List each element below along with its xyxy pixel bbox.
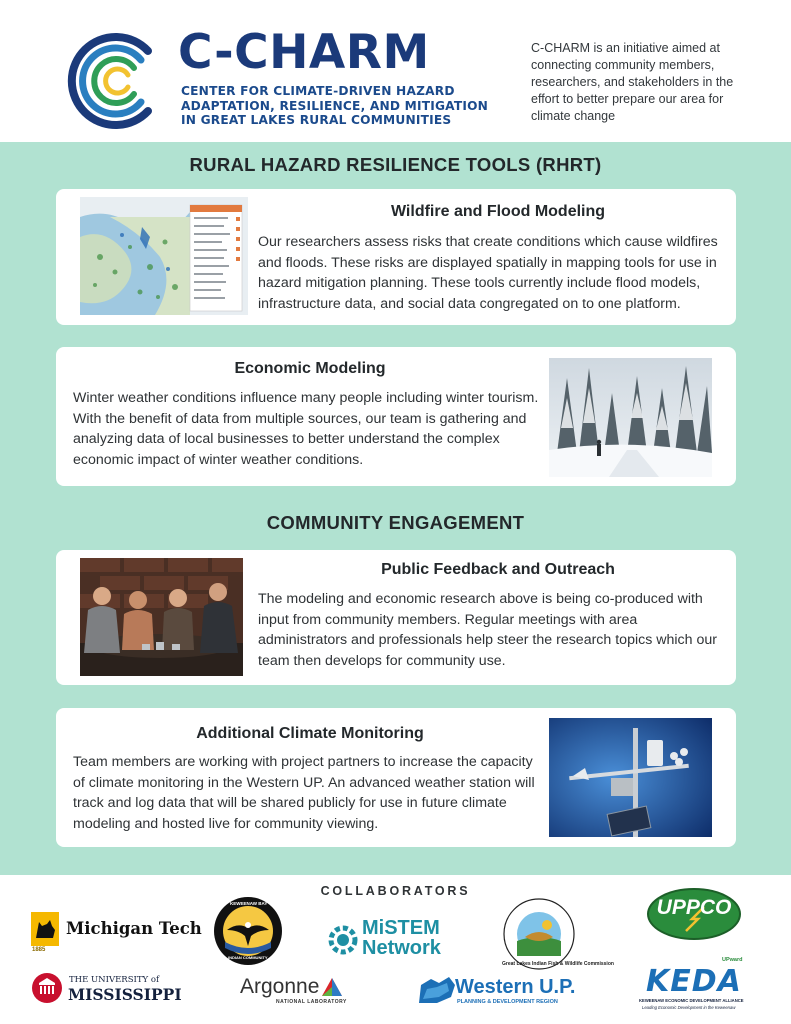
michigan-tech-logo — [31, 912, 202, 953]
argonne-triangle-icon — [321, 977, 343, 997]
brand-subtitle — [181, 84, 488, 128]
feedback-card — [56, 550, 736, 685]
argonne-line-2: NATIONAL LABORATORY — [276, 999, 347, 1005]
keweenaw-bay-top-text: KEWEENAW BAY — [230, 901, 268, 906]
brand-subtitle-line-1: CENTER FOR CLIMATE-DRIVEN HAZARD — [181, 84, 455, 98]
ole-miss-line-2: MISSISSIPPI — [68, 985, 182, 1004]
economic-card-title: Economic Modeling — [234, 360, 386, 377]
gear-michigan-icon — [328, 922, 358, 958]
wildfire-card-title: Wildfire and Flood Modeling — [390, 203, 606, 220]
feedback-card-title: Public Feedback and Outreach — [381, 561, 615, 578]
mistem-network-logo — [328, 918, 463, 960]
rhrt-section-title: RURAL HAZARD RESILIENCE TOOLS (RHRT) — [189, 154, 602, 175]
argonne-line-1: Argonne — [240, 975, 320, 998]
c-charm-logo-icon — [70, 33, 170, 129]
monitoring-card — [56, 708, 736, 847]
uppco-name: UPPCO — [656, 896, 732, 919]
glifwc-logo — [499, 897, 614, 971]
mistem-line-1: MiSTEM — [362, 917, 440, 939]
keda-line-3: Leading Economic Development in the Keweenaw — [642, 1005, 736, 1010]
uppco-logo — [646, 887, 742, 941]
collaborators-title: COLLABORATORS — [320, 884, 471, 898]
argonne-logo — [240, 975, 360, 1009]
lyceum-seal-icon — [31, 971, 63, 1005]
economic-card — [56, 347, 736, 486]
western-up-line-1: Western U.P. — [455, 976, 576, 998]
feedback-card-body: The modeling and economic research above is being co-produced with input from community members. Regular meetings with area administrators and professionals help steer the research topics which our team then develops for community use. — [258, 591, 717, 669]
western-up-line-2: PLANNING & DEVELOPMENT REGION — [457, 999, 558, 1005]
western-up-logo — [417, 975, 576, 1009]
keda-line-2: KEWEENAW ECONOMIC DEVELOPMENT ALLIANCE — [639, 998, 744, 1003]
michigan-tech-year: 1885 — [32, 947, 46, 953]
husky-icon — [31, 912, 59, 946]
michigan-tech-name: Michigan Tech — [66, 919, 202, 938]
wildfire-card-body: Our researchers assess risks that create conditions which cause wildfires and floods. These risks are displayed spatially in mapping tools for use in hazard mitigation planning. These tools currently include flood models, infrastructure data, and social data congregated on to one platform. — [258, 234, 718, 312]
mistem-line-2: Network — [362, 937, 441, 959]
keda-logo — [636, 957, 758, 1013]
brand-subtitle-line-3: IN GREAT LAKES RURAL COMMUNITIES — [181, 113, 452, 127]
keda-badge: UPward — [722, 957, 743, 963]
up-map-icon — [417, 975, 457, 1007]
map-screenshot-image — [80, 197, 248, 315]
keweenaw-bay-bottom-text: INDIAN COMMUNITY — [228, 955, 268, 960]
community-section-title: COMMUNITY ENGAGEMENT — [266, 512, 525, 533]
wildfire-card — [56, 189, 736, 325]
keda-name: KEDA — [646, 964, 742, 999]
glifwc-name: Great Lakes Indian Fish & Wildlife Commission — [502, 961, 614, 967]
monitoring-card-title: Additional Climate Monitoring — [196, 725, 424, 742]
ole-miss-line-1: THE UNIVERSITY of — [69, 975, 160, 985]
monitoring-card-body: Team members are working with project partners to increase the capacity of climate monitoring in the Western UP. An advanced weather station will track and log data that will be shared publicly for use in future climate modeling and hosted live for community viewing. — [73, 754, 535, 832]
brand-title: C-CHARM — [178, 25, 430, 80]
brand-subtitle-line-2: ADAPTATION, RESILIENCE, AND MITIGATION — [181, 98, 489, 113]
weather-station-image — [549, 718, 712, 837]
economic-card-body: Winter weather conditions influence many people including winter tourism. With the benefit of data from multiple sources, our team is gathering and analyzing data of local businesses to better understand the complex economic impact of winter weather conditions. — [73, 390, 539, 468]
fish-wildlife-seal-icon — [499, 897, 614, 971]
university-of-mississippi-logo — [31, 971, 182, 1007]
header — [0, 0, 791, 142]
community-meeting-image — [80, 558, 243, 676]
intro-text: C-CHARM is an initiative aimed at connecting community members, researchers, and stakeholders in the effort to better prepare our area for climate change — [531, 41, 734, 123]
keweenaw-bay-indian-community-logo — [213, 896, 283, 966]
winter-forest-image — [549, 358, 712, 477]
